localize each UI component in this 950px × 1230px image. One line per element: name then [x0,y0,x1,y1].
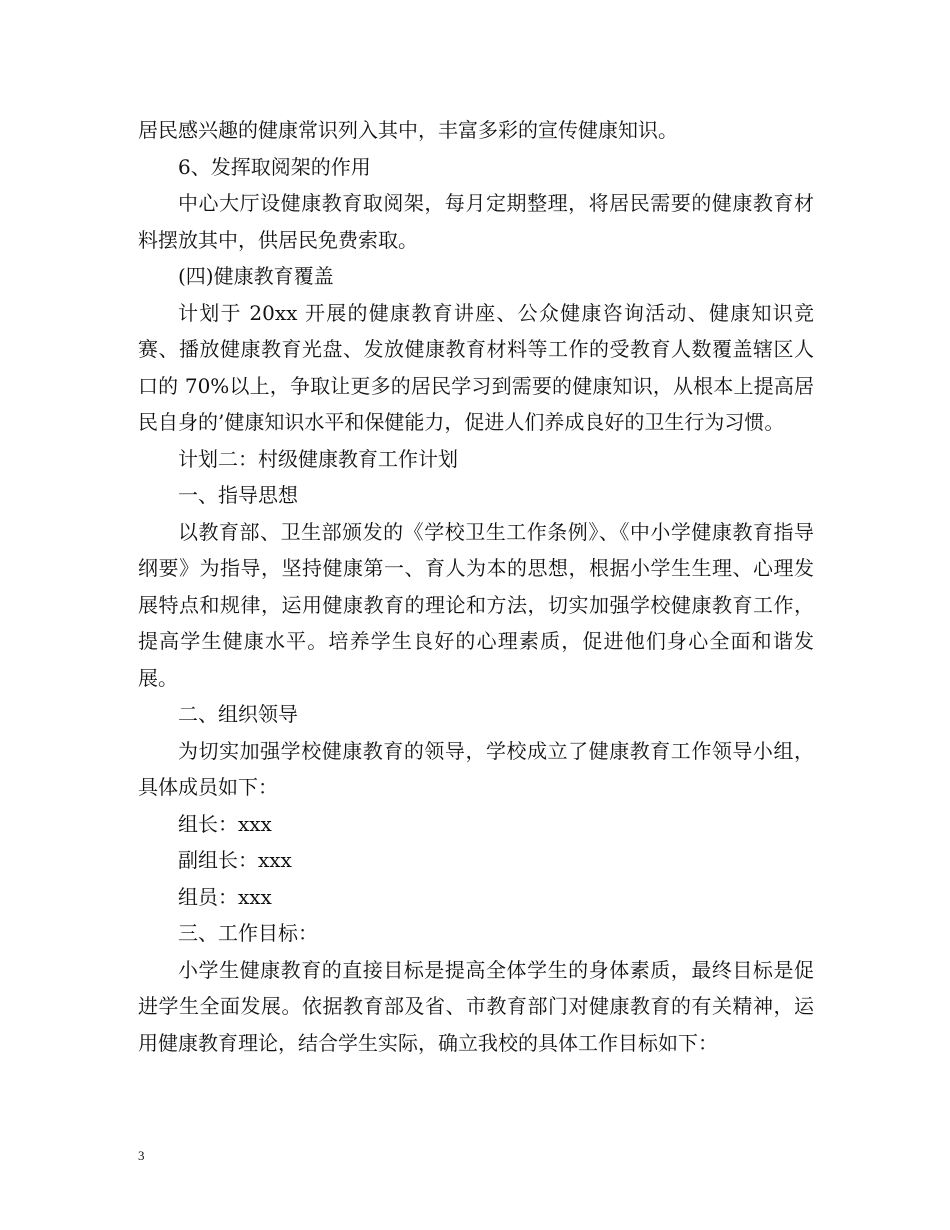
paragraph-5: 计划于 20xx 开展的健康教育讲座、公众健康咨询活动、健康知识竞赛、播放健康教育光盘、发放健康教育材料等工作的受教育人数覆盖辖区人口的 70%以上，争取让更多的居民学习到需要的健康知识，从根本上提高居民自身的’健康知识水平和保健能力，促进人们养成良好的卫生行为习惯。 [138,300,814,434]
paragraph-12: 副组长：xxx [178,848,292,872]
paragraph-4: (四)健康教育覆盖 [178,264,334,288]
paragraph-14: 三、工作目标： [178,921,318,945]
document-body [138,112,814,1061]
paragraph-15: 小学生健康教育的直接目标是提高全体学生的身体素质，最终目标是促进学生全面发展。依据教育部及省、市教育部门对健康教育的有关精神，运用健康教育理论，结合学生实际，确立我校的具体工作目标如下： [138,957,814,1055]
paragraph-3: 中心大厅设健康教育取阅架，每月定期整理，将居民需要的健康教育材料摆放其中，供居民免费索取。 [138,191,814,252]
paragraph-8: 以教育部、卫生部颁发的《学校卫生工作条例》、《中小学健康教育指导纲要》为指导，坚持健康第一、育人为本的思想，根据小学生生理、心理发展特点和规律，运用健康教育的理论和方法，切实加强学校健康教育工作，提高学生健康水平。培养学生良好的心理素质，促进他们身心全面和谐发展。 [138,519,814,690]
paragraph-6: 计划二：村级健康教育工作计划 [178,446,458,471]
paragraph-7: 一、指导思想 [178,483,298,507]
paragraph-2: 6、发挥取阅架的作用 [178,154,371,179]
paragraph-1: 居民感兴趣的健康常识列入其中，丰富多彩的宣传健康知识。 [138,118,678,142]
paragraph-9: 二、组织领导 [178,702,298,726]
page-number: 3 [138,1148,145,1163]
paragraph-10: 为切实加强学校健康教育的领导，学校成立了健康教育工作领导小组，具体成员如下： [138,738,814,799]
paragraph-11: 组长：xxx [178,811,272,836]
paragraph-13: 组员：xxx [178,884,272,909]
